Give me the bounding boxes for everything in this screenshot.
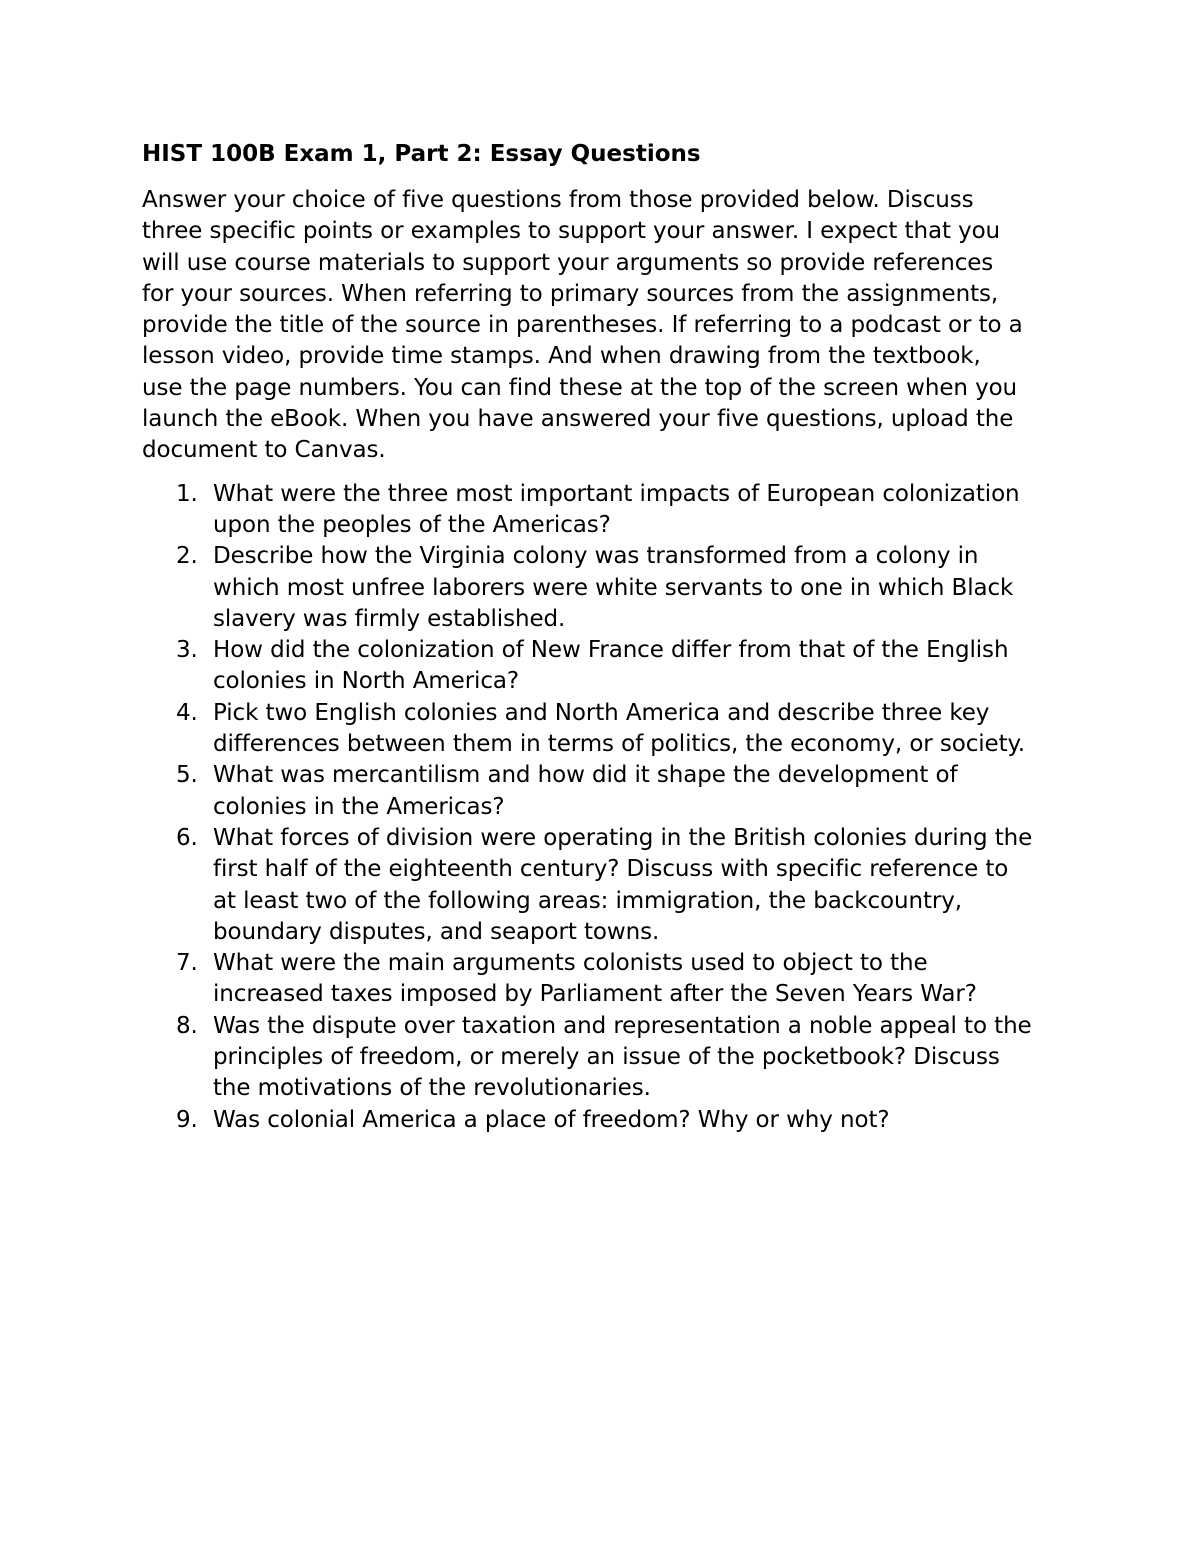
question-text: What was mercantilism and how did it shape the development of colonies in the Americas?	[213, 762, 958, 820]
question-number: 3.	[176, 637, 198, 664]
list-item	[142, 479, 1072, 542]
question-text: Was the dispute over taxation and representation a noble appeal to the principles of freedom, or merely an issue of the pocketbook? Discuss the motivations of the revolutionaries.	[213, 1012, 1032, 1102]
question-text: What were the main arguments colonists used to object to the increased taxes imposed by Parliament after the Seven Years War?	[213, 950, 977, 1008]
question-number: 7.	[176, 950, 198, 977]
document-page	[142, 138, 1072, 1136]
list-item	[142, 541, 1072, 635]
instructions-paragraph: Answer your choice of five questions from those provided below. Discuss three specific points or examples to support your answer. I expect that you will use course materials to support your arguments so provide references for your sources. When referring to primary sources from the assignments, provide the title of the source in parentheses. If referring to a podcast or to a lesson video, provide time stamps. And when drawing from the textbook, use the page numbers. You can find these at the top of the screen when you launch the eBook. When you have answered your five questions, upload the document to Canvas.	[142, 187, 1023, 464]
question-number: 4.	[176, 699, 198, 726]
list-item	[142, 1011, 1072, 1105]
question-list	[142, 479, 1072, 1136]
question-number: 8.	[176, 1012, 198, 1039]
question-text: Pick two English colonies and North America and describe three key differences between them in terms of politics, the economy, or society.	[213, 699, 1025, 758]
document-title: HIST 100B Exam 1, Part 2: Essay Questions	[142, 141, 701, 167]
question-text: What were the three most important impacts of European colonization upon the peoples of the Americas?	[213, 480, 1020, 538]
question-text: What forces of division were operating in the British colonies during the first half of the eighteenth century? Discuss with specific reference to at least two of the following areas: immigration, the backcountry, boundary disputes, and seaport towns.	[213, 824, 1033, 945]
list-item	[142, 1105, 1072, 1136]
question-number: 9.	[176, 1106, 198, 1133]
question-number: 2.	[176, 543, 198, 570]
list-item	[142, 948, 1072, 1011]
list-item	[142, 823, 1072, 948]
question-text: Describe how the Virginia colony was transformed from a colony in which most unfree laborers were white servants to one in which Black slavery was firmly established.	[213, 543, 1014, 632]
question-text: How did the colonization of New France differ from that of the English colonies in North America?	[213, 637, 1009, 695]
question-number: 5.	[176, 762, 198, 789]
question-text: Was colonial America a place of freedom? Why or why not?	[213, 1106, 890, 1133]
list-item	[142, 635, 1072, 698]
question-number: 1.	[176, 480, 198, 507]
list-item	[142, 760, 1072, 823]
question-number: 6.	[176, 824, 198, 851]
list-item	[142, 698, 1072, 761]
